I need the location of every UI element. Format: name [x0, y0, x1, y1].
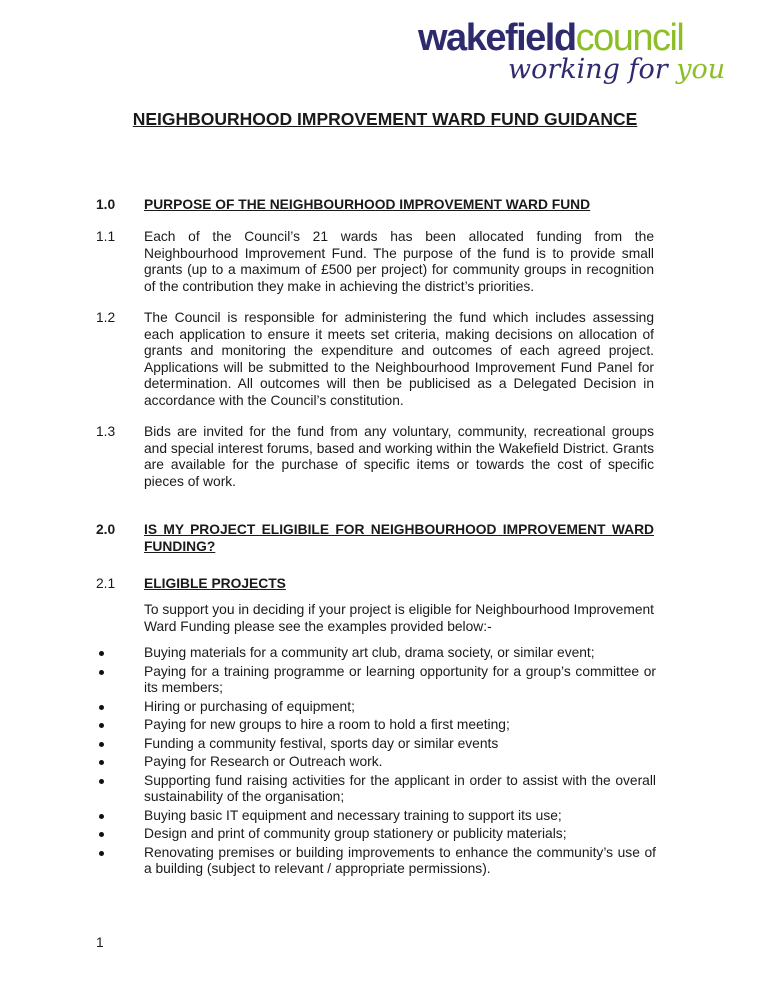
list-item: Supporting fund raising activities for the applicant in order to assist with the overall sustainability of the organisation;: [96, 773, 656, 806]
section-heading: ELIGIBLE PROJECTS: [144, 576, 286, 591]
bullet-icon: [99, 742, 104, 747]
bullet-icon: [99, 760, 104, 765]
section-heading: IS MY PROJECT ELIGIBILE FOR NEIGHBOURHOOD IMPROVEMENT WARD FUNDING?: [144, 522, 654, 554]
bullet-icon: [99, 723, 104, 728]
list-item: Buying materials for a community art club, drama society, or similar event;: [96, 645, 656, 662]
bullet-icon: [99, 814, 104, 819]
section-number: 1.3: [96, 424, 116, 439]
logo-wordmark: wakefieldcouncil: [418, 17, 684, 59]
eligible-projects-list: [96, 645, 656, 880]
wakefield-council-logo: [416, 14, 726, 92]
section-paragraph: To support you in deciding if your project is eligible for Neighbourhood Improvement Ward Funding please see the examples provided below:-: [144, 602, 654, 634]
list-item: Buying basic IT equipment and necessary training to support its use;: [96, 808, 656, 825]
list-item: Funding a community festival, sports day or similar events: [96, 736, 656, 753]
section-number: 1.2: [96, 310, 116, 325]
section-number: 2.1: [96, 576, 116, 591]
bullet-icon: [99, 832, 104, 837]
list-item: Paying for Research or Outreach work.: [96, 754, 656, 771]
section-paragraph: Bids are invited for the fund from any voluntary, community, recreational groups and special interest forums, based and working within the Wakefield District. Grants are available for the purchase of specific items or towards the cost of specific pieces of work.: [144, 424, 654, 489]
list-item: Hiring or purchasing of equipment;: [96, 699, 656, 716]
bullet-icon: [99, 670, 104, 675]
section-paragraph: The Council is responsible for administering the fund which includes assessing each application to ensure it meets set criteria, making decisions on allocation of grants and monitoring the expenditure and outcomes of each agreed project. Applications will be submitted to the Neighbourhood Improvement Fund Panel for determination. All outcomes will then be publicised as a Delegated Decision in accordance with the Council’s constitution.: [144, 310, 654, 408]
bullet-icon: [99, 651, 104, 656]
bullet-icon: [99, 705, 104, 710]
section-number: 2.0: [96, 522, 116, 537]
list-item: Renovating premises or building improvements to enhance the community’s use of a building (subject to relevant / appropriate permissions).: [96, 845, 656, 878]
list-item: Paying for new groups to hire a room to hold a first meeting;: [96, 717, 656, 734]
bullet-icon: [99, 851, 104, 856]
section-heading: PURPOSE OF THE NEIGHBOURHOOD IMPROVEMENT WARD FUND: [144, 197, 591, 212]
list-item: Paying for a training programme or learning opportunity for a group’s committee or its members;: [96, 664, 656, 697]
section-paragraph: Each of the Council’s 21 wards has been allocated funding from the Neighbourhood Improvement Fund. The purpose of the fund is to provide small grants (up to a maximum of £500 per project) for community groups in recognition of the contribution they make in achieving the district’s priorities.: [144, 229, 654, 294]
bullet-icon: [99, 779, 104, 784]
logo-tagline: working for you: [508, 54, 726, 85]
document-title: NEIGHBOURHOOD IMPROVEMENT WARD FUND GUIDANCE: [132, 109, 638, 129]
section-number: 1.1: [96, 229, 116, 244]
page-number: 1: [96, 935, 104, 950]
list-item: Design and print of community group stationery or publicity materials;: [96, 826, 656, 843]
section-number: 1.0: [96, 197, 116, 212]
